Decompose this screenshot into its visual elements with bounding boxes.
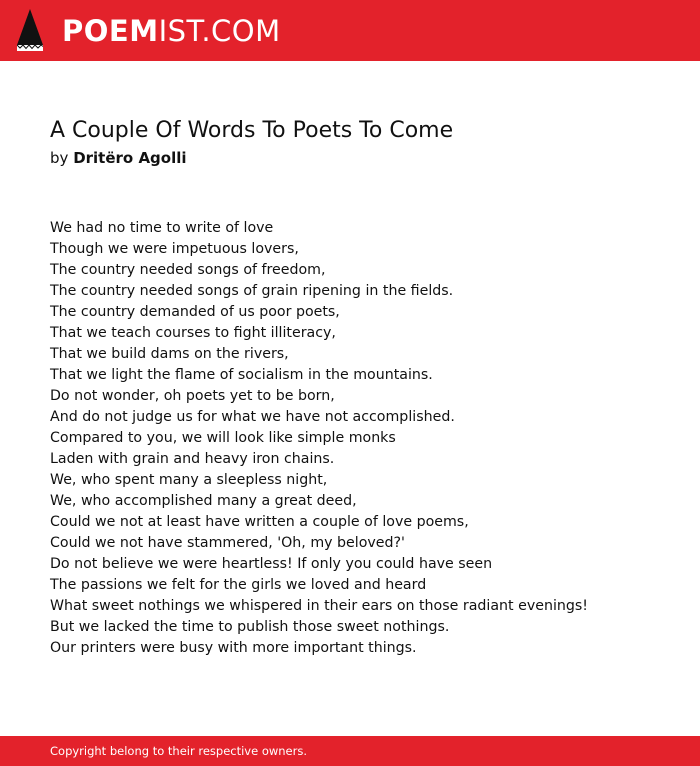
site-logo[interactable]: [62, 13, 281, 49]
poem-line: We had no time to write of love: [50, 220, 274, 236]
poem-body: [50, 218, 670, 659]
poem-line: That we teach courses to fight illiteracy,: [50, 325, 336, 341]
site-footer: [0, 736, 700, 766]
poem-line: The country needed songs of freedom,: [50, 262, 326, 278]
logo-bold-text: POEM: [62, 14, 159, 48]
poem-line: What sweet nothings we whispered in their ears on those radiant evenings!: [50, 598, 588, 614]
poem-line: Could we not at least have written a couple of love poems,: [50, 514, 469, 530]
poem-line: And do not judge us for what we have not accomplished.: [50, 409, 455, 425]
byline: [50, 148, 187, 169]
poem-line: Compared to you, we will look like simple monks: [50, 430, 396, 446]
poem-line: That we build dams on the rivers,: [50, 346, 289, 362]
poem-line: We, who spent many a sleepless night,: [50, 472, 328, 488]
by-label: by: [50, 149, 69, 167]
poem-line: That we light the flame of socialism in the mountains.: [50, 367, 433, 383]
poem-line: The passions we felt for the girls we loved and heard: [50, 577, 427, 593]
copyright-text: Copyright belong to their respective owners.: [50, 744, 308, 758]
poem-line: Our printers were busy with more important things.: [50, 640, 417, 656]
poem-line: Could we not have stammered, 'Oh, my beloved?': [50, 535, 405, 551]
pencil-tip-icon[interactable]: [17, 9, 43, 51]
poem-line: Laden with grain and heavy iron chains.: [50, 451, 335, 467]
logo-light-text: IST.COM: [158, 14, 281, 48]
poem-line: Do not wonder, oh poets yet to be born,: [50, 388, 335, 404]
poem-line: We, who accomplished many a great deed,: [50, 493, 357, 509]
poem-line: Though we were impetuous lovers,: [50, 241, 299, 257]
poem-line: Do not believe we were heartless! If only you could have seen: [50, 556, 493, 572]
author-name[interactable]: Dritëro Agolli: [73, 149, 187, 167]
site-header: [0, 0, 700, 61]
poem-line: But we lacked the time to publish those sweet nothings.: [50, 619, 450, 635]
poem-line: The country demanded of us poor poets,: [50, 304, 340, 320]
poem-line: The country needed songs of grain ripening in the fields.: [50, 283, 454, 299]
poem-title: A Couple Of Words To Poets To Come: [50, 118, 454, 143]
